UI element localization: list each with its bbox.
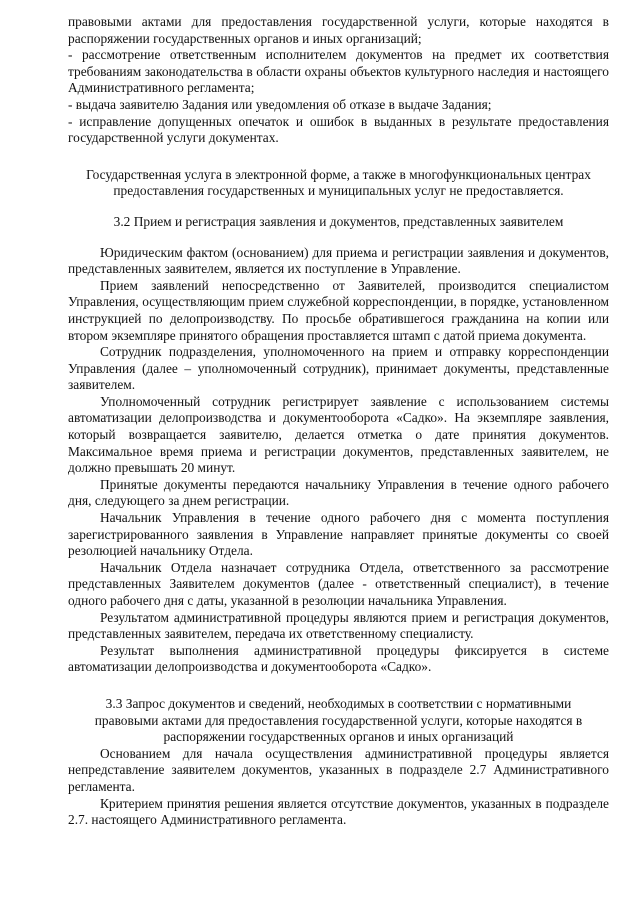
spacer [68,676,609,696]
paragraph: Юридическим фактом (основанием) для приема и регистрации заявления и документов, представленных заявителем, является их поступление в Управление. [68,244,609,277]
paragraph: Основанием для начала осуществления административной процедуры является непредставление заявителем документов, указанных в подразделе 2.7 Административного регламента. [68,745,609,794]
spacer [68,147,609,167]
list-item: - исправление допущенных опечаток и ошибок в выданных в результате предоставления государственной услуги документах. [68,113,609,146]
paragraph: Критерием принятия решения является отсутствие документов, указанных в подразделе 2.7. настоящего Административного регламента. [68,795,609,828]
paragraph: Результат выполнения административной процедуры фиксируется в системе автоматизации делопроизводства и документооборота «Садко». [68,642,609,675]
section-heading: 3.2 Прием и регистрация заявления и документов, представленных заявителем [113,213,564,229]
paragraph: Начальник Отдела назначает сотрудника Отдела, ответственного за рассмотрение представленных Заявителем документов (далее - ответственный специалист), в течение одного рабочего дня с даты, указанной в резолюции начальника Управления. [68,559,609,608]
list-item: - выдача заявителю Задания или уведомления об отказе в выдаче Задания; [68,96,492,112]
list-item: - рассмотрение ответственным исполнителем документов на предмет их соответствия требованиям законодательства в области охраны объектов культурного наследия и настоящего Административного регламента; [68,47,609,96]
section-heading: 3.3 Запрос документов и сведений, необходимых в соответствии с нормативными правовыми актами для предоставления государственной услуги, которые находятся в распоряжении государственных органов и иных организаций [94,695,583,745]
spacer [68,231,609,245]
paragraph: Начальник Управления в течение одного рабочего дня с момента поступления зарегистрированного заявления в Управление направляет принятые документы со своей резолюцией начальнику Отдела. [68,510,609,559]
paragraph: Уполномоченный сотрудник регистрирует заявление с использованием системы автоматизации делопроизводства и документооборота «Садко». На экземпляре заявления, который возвращается заявителю, делается отметка о дате принятия документов. Максимальное время приема и регистрации документов, представленных заявителем, не должно превышать 20 минут. [68,393,609,476]
paragraph: Сотрудник подразделения, уполномоченного на прием и отправку корреспонденции Управления (далее – уполномоченный сотрудник), принимает документы, представленные заявителем. [68,344,609,393]
paragraph: Результатом административной процедуры являются прием и регистрация документов, представленных заявителем, передача их ответственному специалисту. [68,609,609,642]
notice-text: Государственная услуга в электронной форме, а также в многофункциональных центрах предоставления государственных и муниципальных услуг не предоставляется. [86,166,591,199]
text-line: правовыми актами для предоставления государственной услуги, которые находятся в распоряжении государственных органов и иных организаций; [68,14,609,46]
paragraph: Прием заявлений непосредственно от Заявителей, производится специалистом Управления, осуществляющим прием служебной корреспонденции, в порядке, установленном инструкцией по делопроизводству. По просьбе обратившегося гражданина на копии или втором экземпляре принятого обращения проставляется штамп с датой приема документа. [68,277,609,343]
spacer [68,200,609,214]
paragraph: Принятые документы передаются начальнику Управления в течение одного рабочего дня, следующего за днем регистрации. [68,476,609,509]
document-body [68,14,609,829]
